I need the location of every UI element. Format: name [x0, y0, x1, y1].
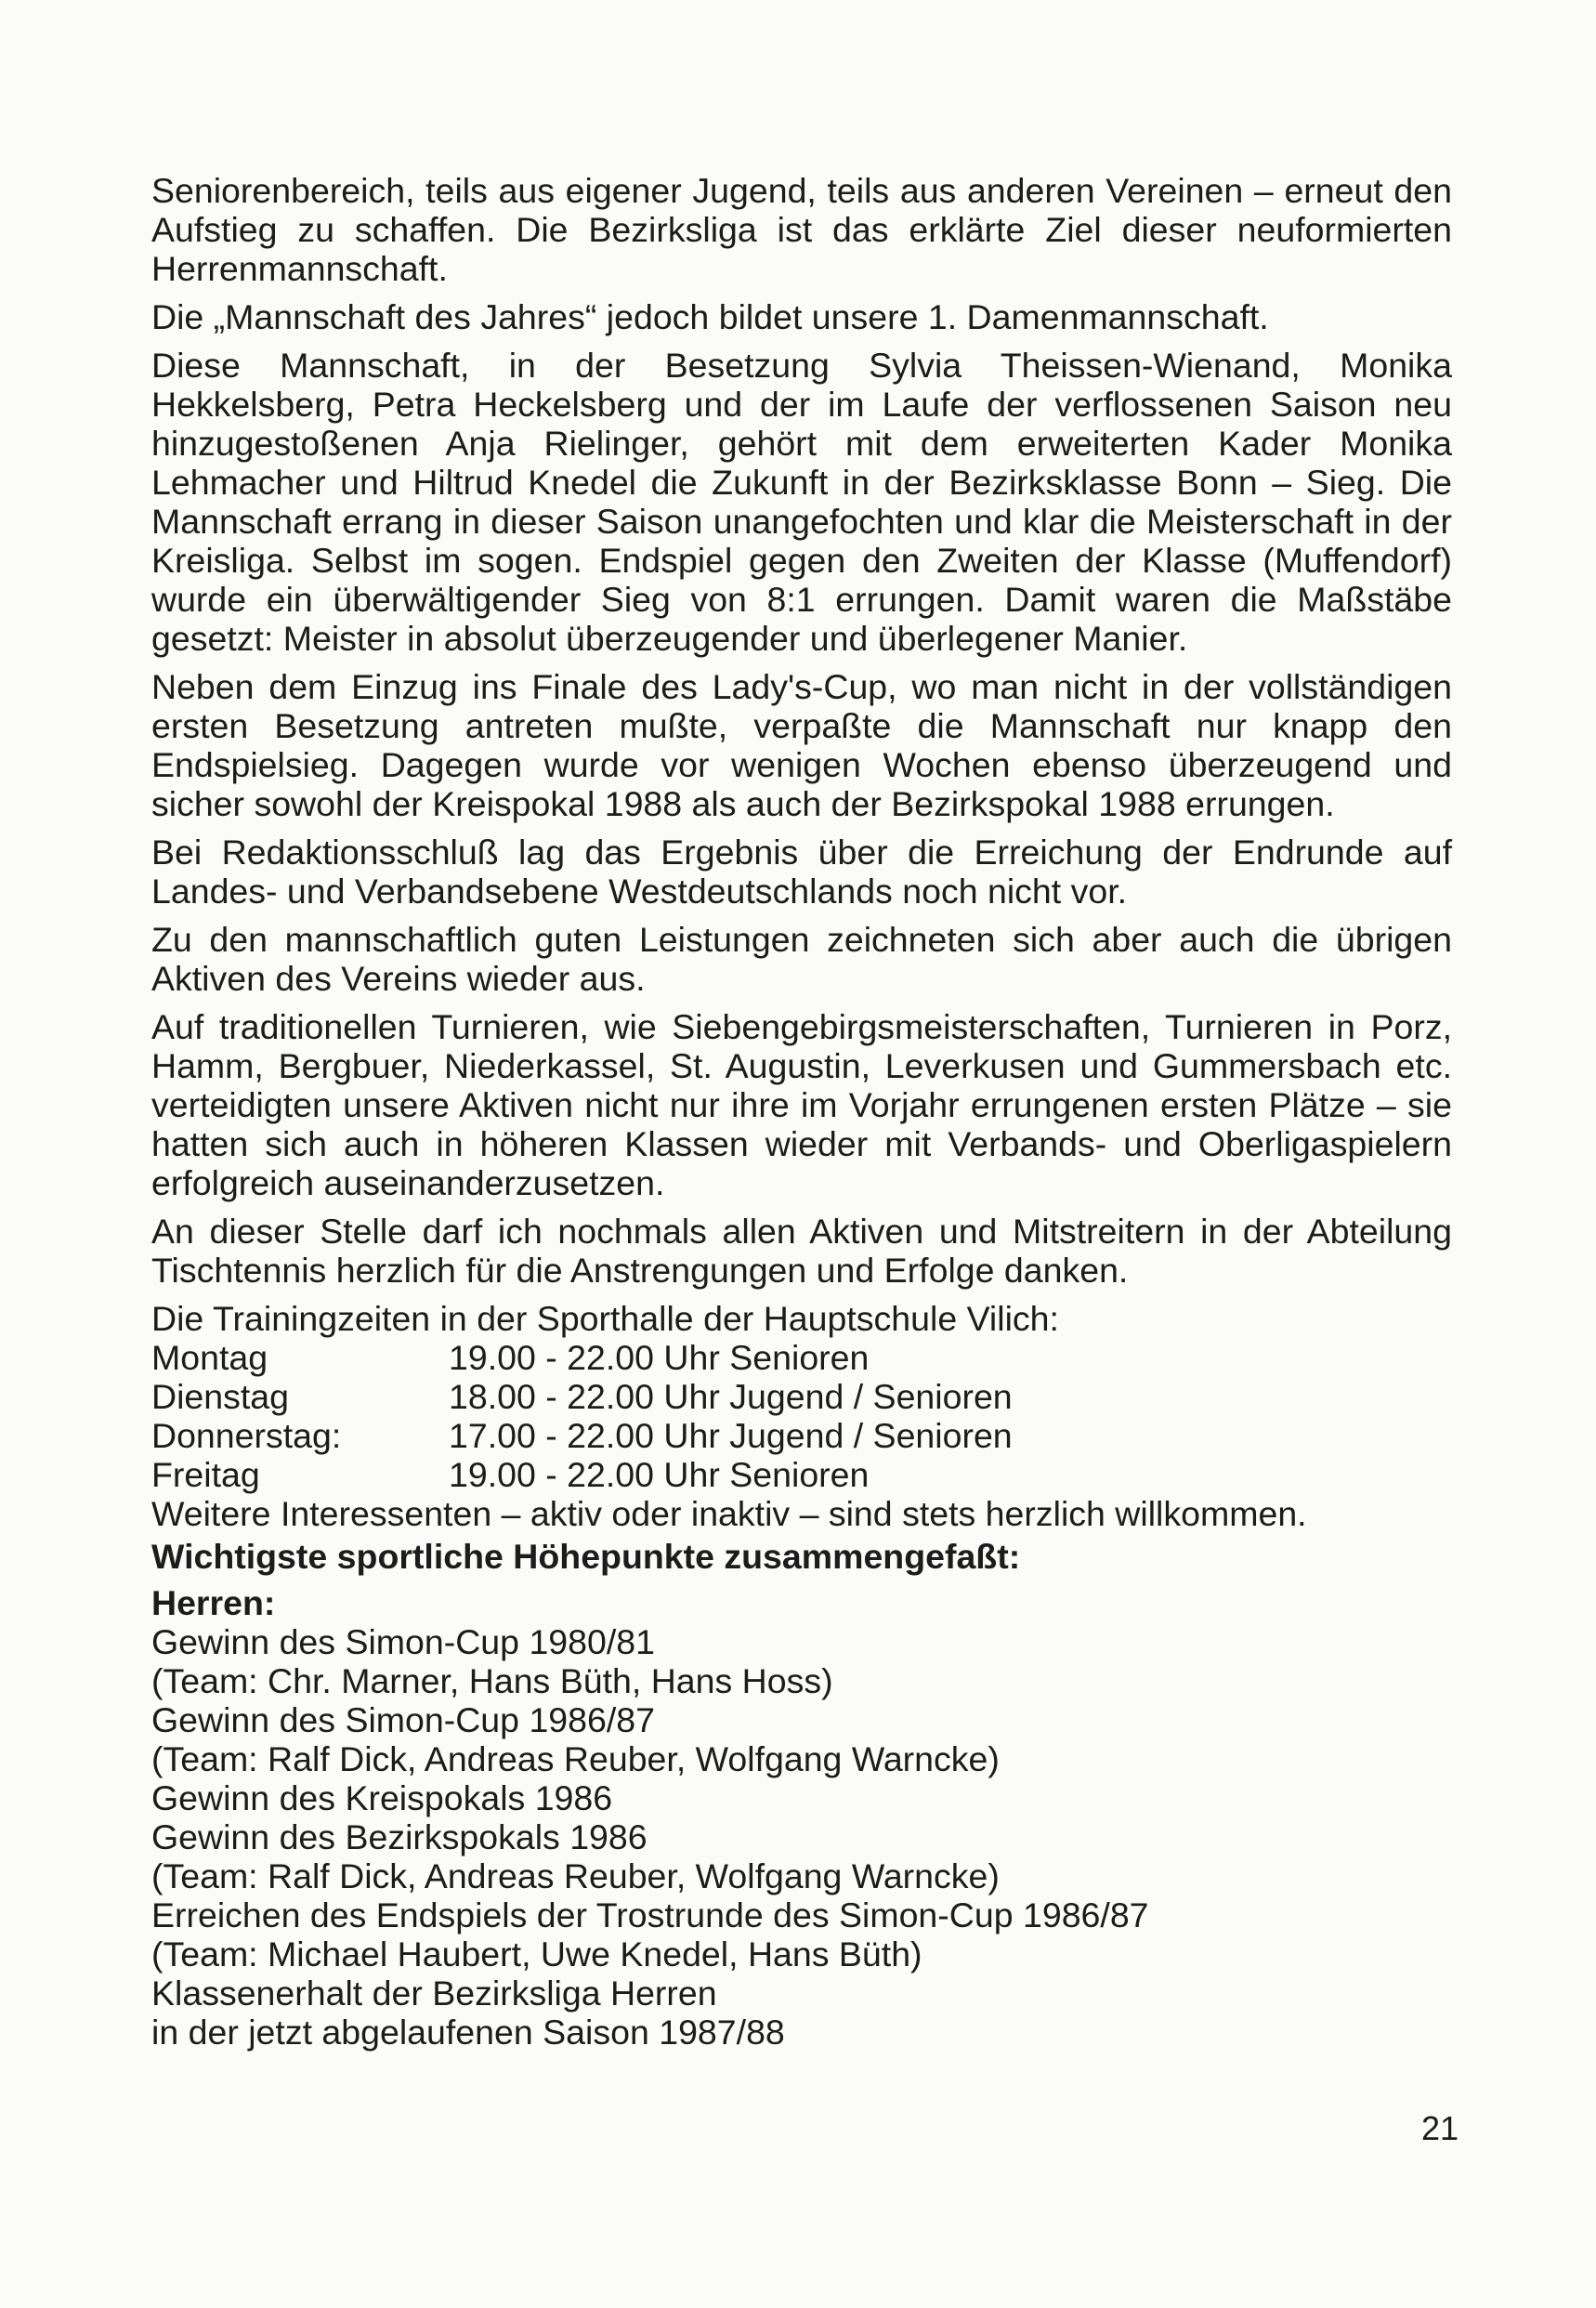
highlights-subtitle: Herren:	[151, 1583, 276, 1622]
page-number: 21	[1420, 2109, 1459, 2147]
highlight-line: (Team: Chr. Marner, Hans Büth, Hans Hoss)	[151, 1661, 833, 1700]
paragraph: Neben dem Einzug ins Finale des Lady's-Cup, wo man nicht in der vollständigen ersten Besetzung antreten mußte, verpaßte die Mannschaft nur knapp den Endspielsieg. Dagegen wurde vor wenigen Wochen ebenso überzeugend und sicher sowohl der Kreispokal 1988 als auch der Bezirkspokal 1988 errungen.	[151, 667, 1452, 823]
highlights-title: Wichtigste sportliche Höhepunkte zusammengefaßt:	[151, 1537, 1021, 1576]
highlight-line: in der jetzt abgelaufenen Saison 1987/88	[151, 2013, 785, 2052]
highlight-line: (Team: Ralf Dick, Andreas Reuber, Wolfgang Warncke)	[151, 1856, 1000, 1895]
highlight-line: Gewinn des Simon-Cup 1980/81	[151, 1622, 655, 1661]
paragraph: Diese Mannschaft, in der Besetzung Sylvia Theissen-Wienand, Monika Hekkelsberg, Petra Heckelsberg und der im Laufe der verflossenen Saison neu hinzugestoßenen Anja Rielinger, gehört mit dem erweiterten Kader Monika Lehmacher und Hiltrud Knedel die Zukunft in der Bezirksklasse Bonn – Sieg. Die Mannschaft errang in dieser Saison unangefochten und klar die Meisterschaft in der Kreisliga. Selbst im sogen. Endspiel gegen den Zweiten der Klasse (Muffendorf) wurde ein überwältigender Sieg von 8:1 errungen. Damit waren die Maßstäbe gesetzt: Meister in absolut überzeugender und überlegener Manier.	[151, 346, 1452, 658]
training-day: Montag	[151, 1338, 268, 1377]
training-day: Donnerstag:	[151, 1416, 342, 1455]
training-day: Freitag	[151, 1455, 260, 1494]
paragraph: Auf traditionellen Turnieren, wie Siebengebirgsmeisterschaften, Turnieren in Porz, Hamm, Bergbuer, Niederkassel, St. Augustin, Leverkusen und Gummersbach etc. verteidigten unsere Aktiven nicht nur ihre im Vorjahr errungenen ersten Plätze – sie hatten sich auch in höheren Klassen wieder mit Verbands- und Oberligaspielern erfolgreich auseinanderzusetzen.	[151, 1007, 1452, 1202]
training-time: 17.00 - 22.00 Uhr Jugend / Senioren	[449, 1416, 1013, 1455]
paragraph: Zu den mannschaftlich guten Leistungen zeichneten sich aber auch die übrigen Aktiven des Vereins wieder aus.	[151, 920, 1452, 998]
highlight-line: Gewinn des Bezirkspokals 1986	[151, 1817, 648, 1856]
paragraph: Seniorenbereich, teils aus eigener Jugend, teils aus anderen Vereinen – erneut den Aufstieg zu schaffen. Die Bezirksliga ist das erklärte Ziel dieser neuformierten Herrenmannschaft.	[151, 171, 1452, 288]
training-intro: Die Trainingzeiten in der Sporthalle der Hauptschule Vilich:	[151, 1299, 1059, 1338]
training-time: 19.00 - 22.00 Uhr Senioren	[449, 1338, 870, 1377]
training-row	[151, 1377, 1452, 1416]
paragraph: An dieser Stelle darf ich nochmals allen Aktiven und Mitstreitern in der Abteilung Tischtennis herzlich für die Anstrengungen und Erfolge danken.	[151, 1212, 1452, 1290]
highlight-line: Gewinn des Kreispokals 1986	[151, 1778, 613, 1817]
highlights-list	[151, 1622, 1452, 2052]
training-time: 19.00 - 22.00 Uhr Senioren	[449, 1455, 870, 1494]
training-row	[151, 1455, 1452, 1494]
article-body	[151, 171, 1452, 2052]
training-schedule	[151, 1338, 1452, 1494]
highlight-line: Erreichen des Endspiels der Trostrunde des Simon-Cup 1986/87	[151, 1895, 1149, 1934]
paragraph: Die „Mannschaft des Jahres“ jedoch bildet unsere 1. Damenmannschaft.	[151, 297, 1269, 336]
highlight-line: Klassenerhalt der Bezirksliga Herren	[151, 1974, 717, 2013]
highlight-line: (Team: Michael Haubert, Uwe Knedel, Hans Büth)	[151, 1934, 922, 1974]
training-time: 18.00 - 22.00 Uhr Jugend / Senioren	[449, 1377, 1013, 1416]
highlight-line: Gewinn des Simon-Cup 1986/87	[151, 1700, 655, 1739]
highlight-line: (Team: Ralf Dick, Andreas Reuber, Wolfgang Warncke)	[151, 1739, 1000, 1778]
training-row	[151, 1338, 1452, 1377]
training-day: Dienstag	[151, 1377, 290, 1416]
paragraph: Bei Redaktionsschluß lag das Ergebnis über die Erreichung der Endrunde auf Landes- und Verbandsebene Westdeutschlands noch nicht vor.	[151, 833, 1452, 911]
training-outro: Weitere Interessenten – aktiv oder inaktiv – sind stets herzlich willkommen.	[151, 1494, 1307, 1533]
training-row	[151, 1416, 1452, 1455]
